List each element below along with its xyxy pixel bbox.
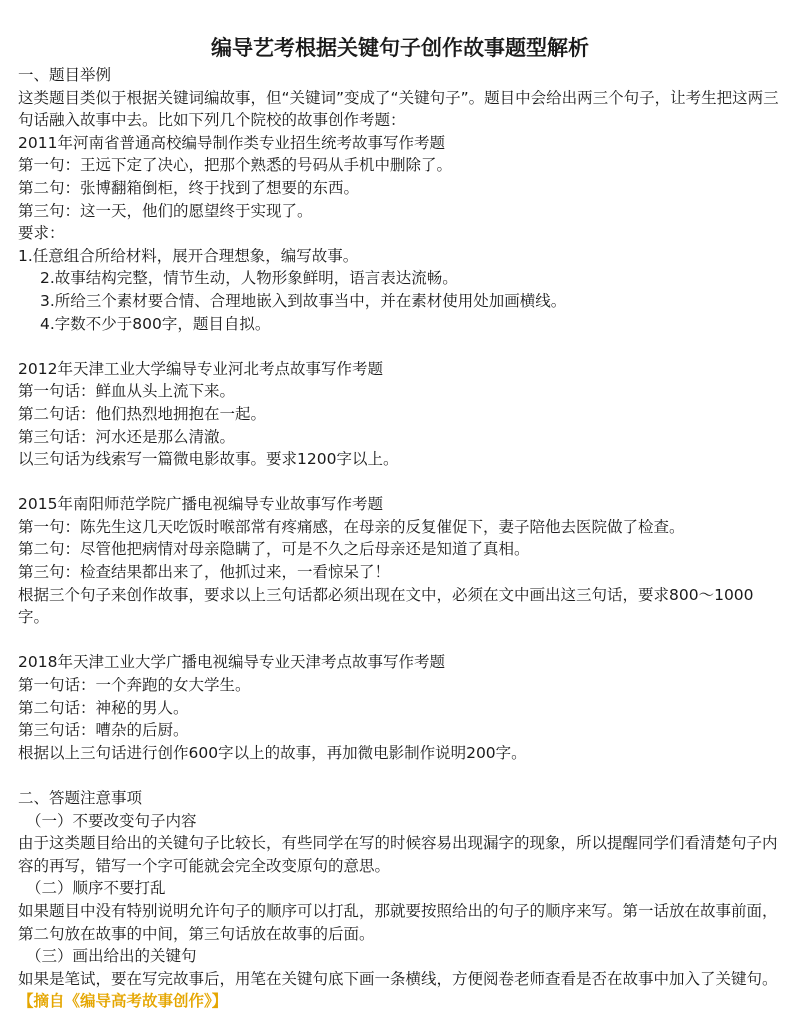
tip1-title: （一）不要改变句子内容 bbox=[26, 811, 197, 830]
example2-sentence-1: 第一句话：鲜血从头上流下来。 bbox=[18, 382, 236, 401]
tip2-title: （二）顺序不要打乱 bbox=[26, 879, 166, 898]
example1-requirement-3: 3.所给三个素材要合情、合理地嵌入到故事当中，并在素材使用处加画横线。 bbox=[40, 291, 567, 310]
spacer bbox=[18, 764, 782, 787]
example4-sentence-2: 第二句话：神秘的男人。 bbox=[18, 698, 189, 717]
example1-requirements-label: 要求： bbox=[18, 224, 65, 243]
example3-sentence-3: 第三句：检查结果都出来了，他抓过来，一看惊呆了！ bbox=[18, 563, 391, 582]
example2-title: 2012年天津工业大学编导专业河北考点故事写作考题 bbox=[18, 359, 383, 378]
tip3-body-text: 如果是笔试，要在写完故事后，用笔在关键句底下画一条横线，方便阅卷老师查看是否在故事中加入了关键句。 bbox=[18, 969, 778, 988]
example4-title: 2018年天津工业大学广播电视编导专业天津考点故事写作考题 bbox=[18, 653, 445, 672]
example2-note: 以三句话为线索写一篇微电影故事。要求1200字以上。 bbox=[18, 450, 399, 469]
example3-sentence-1: 第一句：陈先生这几天吃饭时喉部常有疼痛感，在母亲的反复催促下，妻子陪他去医院做了检查。 bbox=[18, 517, 685, 536]
page-title: 编导艺考根据关键句子创作故事题型解析 bbox=[211, 36, 589, 60]
example4-note: 根据以上三句话进行创作600字以上的故事，再加微电影制作说明200字。 bbox=[18, 743, 527, 762]
example1-requirement-2: 2.故事结构完整，情节生动，人物形象鲜明，语言表达流畅。 bbox=[40, 269, 458, 288]
source-citation: 【摘自《编导高考故事创作》】 bbox=[18, 992, 228, 1011]
example2-sentence-2: 第二句话：他们热烈地拥抱在一起。 bbox=[18, 404, 267, 423]
example1-requirement-1: 1.任意组合所给材料，展开合理想象，编写故事。 bbox=[18, 246, 359, 265]
example3-sentence-2: 第二句：尽管他把病情对母亲隐瞒了，可是不久之后母亲还是知道了真相。 bbox=[18, 540, 530, 559]
tip3-body bbox=[18, 968, 782, 1013]
section2-heading: 二、答题注意事项 bbox=[18, 789, 143, 807]
example1-title: 2011年河南省普通高校编导制作类专业招生统考故事写作考题 bbox=[18, 133, 445, 152]
example1-sentence-2: 第二句：张博翻箱倒柜，终于找到了想要的东西。 bbox=[18, 178, 360, 197]
spacer bbox=[18, 471, 782, 494]
tip1-body: 由于这类题目给出的关键句子比较长，有些同学在写的时候容易出现漏字的现象，所以提醒同学们看清楚句子内容的再写，错写一个字可能就会完全改变原句的意思。 bbox=[18, 834, 778, 875]
example1-sentence-3: 第三句：这一天，他们的愿望终于实现了。 bbox=[18, 201, 313, 220]
section1-heading: 一、题目举例 bbox=[18, 66, 112, 84]
tip3-title: （三）画出给出的关键句 bbox=[26, 947, 197, 966]
tip2-body: 如果题目中没有特别说明允许句子的顺序可以打乱，那就要按照给出的句子的顺序来写。第一话放在故事前面，第二句放在故事的中间，第三句话放在故事的后面。 bbox=[18, 901, 778, 943]
example3-title: 2015年南阳师范学院广播电视编导专业故事写作考题 bbox=[18, 495, 383, 514]
example1-sentence-1: 第一句：王远下定了决心，把那个熟悉的号码从手机中删除了。 bbox=[18, 156, 453, 175]
section1-intro: 这类题目类似于根据关键词编故事，但“关键词”变成了“关键句子”。题目中会给出两三个句子，让考生把这两三句话融入故事中去。比如下列几个院校的故事创作考题： bbox=[18, 88, 779, 130]
spacer bbox=[18, 335, 782, 358]
example1-requirement-4: 4.字数不少于800字，题目自拟。 bbox=[40, 314, 271, 333]
example4-sentence-3: 第三句话：嘈杂的后厨。 bbox=[18, 721, 189, 740]
example3-note: 根据三个句子来创作故事，要求以上三句话都必须出现在文中，必须在文中画出这三句话，要求800～1000字。 bbox=[18, 585, 754, 627]
example2-sentence-3: 第三句话：河水还是那么清澈。 bbox=[18, 427, 236, 446]
example4-sentence-1: 第一句话：一个奔跑的女大学生。 bbox=[18, 676, 251, 695]
spacer bbox=[18, 629, 782, 652]
